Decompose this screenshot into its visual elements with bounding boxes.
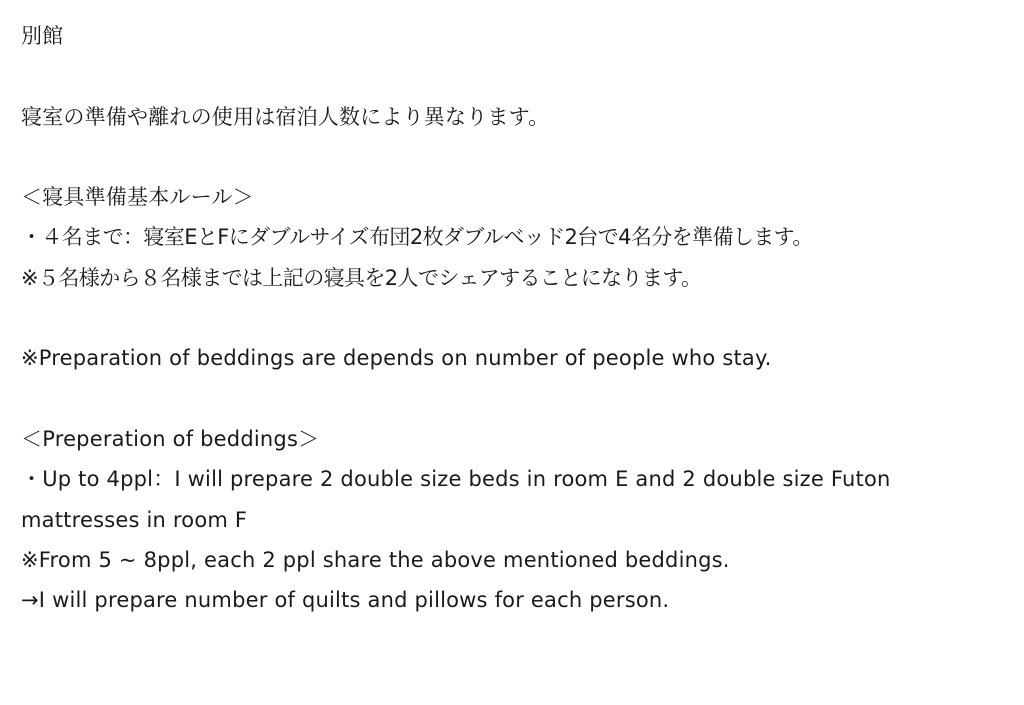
jp-rule-item: ・４名まで：寝室EとFにダブルサイズ布団2枚ダブルベッド2台で4名分を準備します。 bbox=[21, 225, 813, 250]
blank-line bbox=[21, 137, 1011, 177]
blank-line bbox=[21, 56, 1011, 96]
blank-line bbox=[21, 379, 1011, 419]
en-note: ※From 5 ~ 8ppl, each 2 ppl share the above mentioned beddings. bbox=[21, 547, 730, 572]
en-rule-item-line2: mattresses in room F bbox=[21, 507, 248, 532]
jp-rules-title: ＜寝具準備基本ルール＞ bbox=[21, 185, 254, 210]
jp-note: ※５名様から８名様までは上記の寝具を2人でシェアすることになります。 bbox=[21, 265, 702, 290]
blank-line bbox=[21, 298, 1011, 338]
document-body bbox=[21, 16, 1011, 620]
heading: 別館 bbox=[21, 24, 64, 48]
en-rule-item-line1: ・Up to 4ppl：I will prepare 2 double size beds in room E and 2 double size Futon bbox=[21, 467, 891, 492]
en-rules-title: ＜Preperation of beddings＞ bbox=[21, 426, 320, 451]
en-intro-text: ※Preparation of beddings are depends on number of people who stay. bbox=[21, 346, 772, 371]
intro-text: 寝室の準備や離れの使用は宿泊人数により異なります。 bbox=[21, 104, 550, 129]
en-note-arrow: →I will prepare number of quilts and pillows for each person. bbox=[21, 588, 670, 613]
